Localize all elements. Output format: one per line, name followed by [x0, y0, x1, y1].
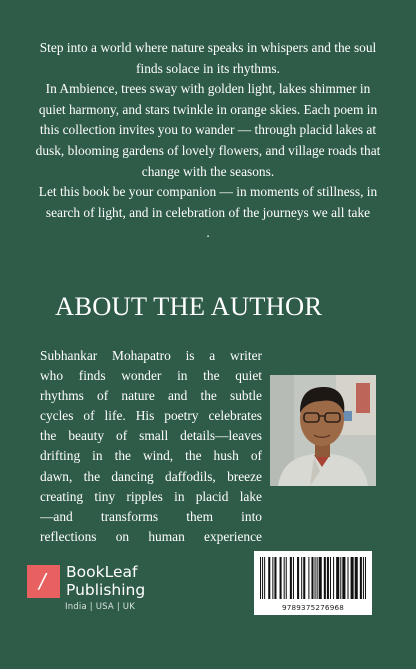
author-bio: [40, 346, 262, 547]
author-bio-line: cycles of life. His poetry celebrates: [40, 408, 262, 424]
barcode-bar: [290, 557, 292, 599]
author-bio-line: the beauty of small details—leaves: [40, 428, 262, 444]
author-bio-line: who finds wonder in the quiet: [40, 368, 262, 384]
barcode-bar: [260, 557, 261, 599]
barcode-bar: [311, 557, 313, 599]
publisher-name-line1: BookLeaf: [66, 563, 138, 581]
barcode-bar: [330, 557, 331, 599]
barcode-bar: [280, 557, 282, 599]
author-bio-line: —and transforms them into: [40, 508, 262, 524]
isbn-barcode: [254, 551, 372, 615]
barcode-bar: [297, 557, 299, 599]
blurb-paragraph-intro: Step into a world where nature speaks in whispers and the soul finds solace in its rhythms.: [39, 40, 377, 76]
publisher-logo-mark: [27, 565, 60, 598]
barcode-bar: [264, 557, 265, 599]
publisher-name-line2: Publishing: [66, 581, 146, 599]
barcode-bar: [301, 557, 302, 599]
barcode-bar: [284, 557, 285, 599]
barcode-bar: [315, 557, 316, 599]
blurb-paragraph-collection: In Ambience, trees sway with golden light, lakes shimmer in quiet harmony, and stars twinkle in orange skies. Each poem in this collection invites you to wander — through placid lakes at dusk, blooming gardens of lovely flowers, and village roads that change with the seasons.: [35, 81, 381, 179]
barcode-bar: [324, 557, 326, 599]
barcode-bar: [351, 557, 354, 599]
barcode-bar: [274, 557, 276, 599]
author-bio-line: rhythms of nature and the subtle: [40, 388, 262, 404]
barcode-bar: [268, 557, 270, 599]
blurb-paragraph-companion: Let this book be your companion — in moments of stillness, in search of light, and in celebration of the journeys we all take: [38, 184, 378, 220]
barcode-bar: [327, 557, 329, 599]
author-portrait-illustration: [270, 375, 376, 486]
barcode-bar: [336, 557, 339, 599]
barcode-bar: [365, 557, 366, 599]
barcode-bar: [333, 557, 334, 599]
barcode-bar: [355, 557, 358, 599]
barcode-bar: [340, 557, 341, 599]
barcode-bar: [272, 557, 273, 599]
author-bio-line: dawn, the dancing daffodils, breeze: [40, 468, 262, 484]
author-bio-line: Subhankar Mohapatro is a writer: [40, 348, 262, 363]
barcode-bar: [317, 557, 318, 599]
barcode-bar: [303, 557, 305, 599]
barcode-bar: [319, 557, 322, 599]
barcode-bar: [262, 557, 263, 599]
barcode-bar: [347, 557, 348, 599]
barcode-bar: [363, 557, 364, 599]
barcode-bar: [286, 557, 287, 599]
author-bio-line: drifting in the wind, the hush of: [40, 448, 262, 464]
barcode-bar: [360, 557, 362, 599]
about-author-heading: ABOUT THE AUTHOR: [55, 291, 323, 321]
publisher-logo-slash: /: [39, 569, 46, 593]
blurb-trailing-dot: .: [206, 225, 210, 241]
author-bio-line: creating tiny ripples in placid lake: [40, 488, 262, 504]
author-bio-line: reflections on human experience: [40, 528, 262, 544]
isbn-number: 9789375276968: [281, 603, 345, 612]
barcode-bar: [308, 557, 309, 599]
publisher-regions: India | USA | UK: [65, 602, 135, 612]
publisher-name: [66, 563, 145, 599]
barcode-bar: [293, 557, 294, 599]
author-photo: [270, 375, 376, 486]
barcode-bar: [342, 557, 345, 599]
back-cover-blurb: [34, 38, 382, 244]
